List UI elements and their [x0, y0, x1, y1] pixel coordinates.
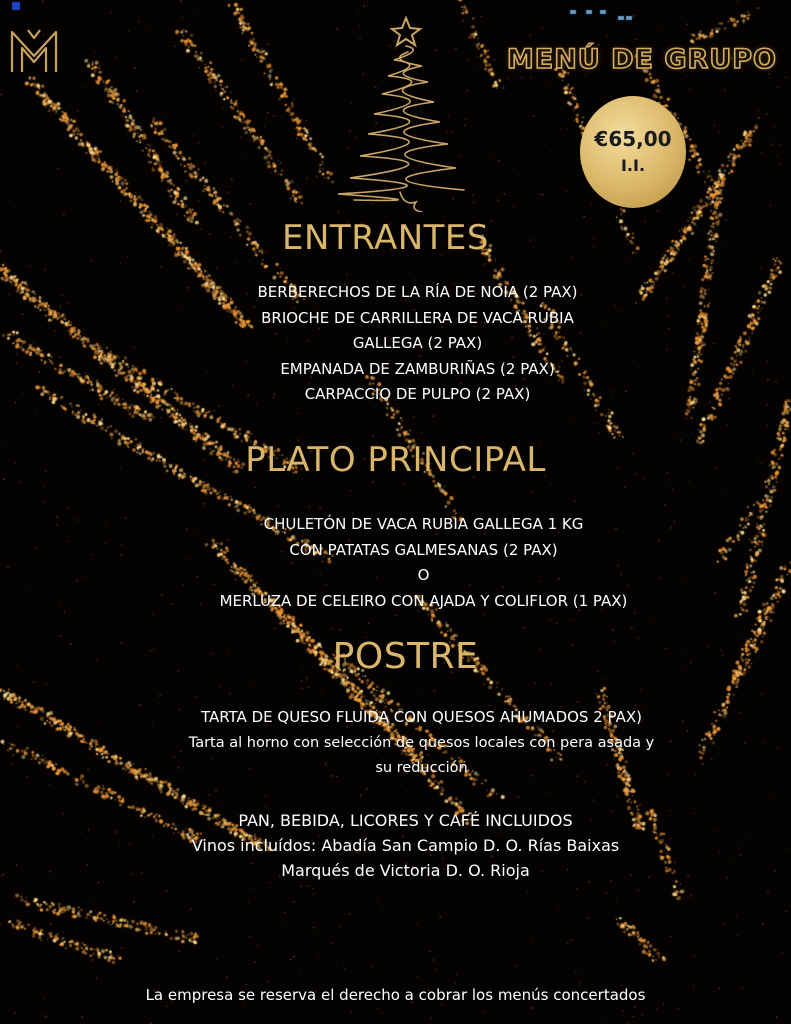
- list-item: PAN, BEBIDA, LICORES Y CAFÉ INCLUIDOS: [238, 811, 573, 830]
- included-list: [10, 808, 791, 883]
- price-tax-note: I.I.: [620, 156, 646, 175]
- list-item-description: su reducción: [375, 760, 468, 776]
- menu-title: MENÚ DE GRUPO: [506, 44, 777, 75]
- list-item: MERLUZA DE CELEIRO CON AJADA Y COLIFLOR (1 PAX): [219, 591, 628, 610]
- list-item: Vinos incluídos: Abadía San Campio D. O. Rías Baixas: [191, 836, 620, 855]
- m-monogram-logo-icon: [8, 26, 60, 76]
- entrantes-list: [22, 280, 791, 408]
- list-item: CARPACCIO DE PULPO (2 PAX): [304, 385, 531, 403]
- list-item: Marqués de Victoria D. O. Rioja: [281, 861, 530, 880]
- principal-list: [28, 512, 791, 614]
- price-amount: €65,00: [594, 127, 672, 151]
- section-title-postre: POSTRE: [332, 636, 479, 677]
- list-item: O: [417, 566, 430, 584]
- section-title-entrantes: ENTRANTES: [282, 218, 489, 258]
- christmas-tree-scribble-icon: [330, 16, 490, 212]
- list-item-description: Tarta al horno con selección de quesos locales con pera asada y: [188, 734, 655, 751]
- list-item: CHULETÓN DE VACA RUBIA GALLEGA 1 KG: [263, 515, 584, 533]
- list-item: EMPANADA DE ZAMBURIÑAS (2 PAX): [280, 359, 555, 378]
- list-item: GALLEGA (2 PAX): [352, 334, 483, 352]
- list-item: CON PATATAS GALMESANAS (2 PAX): [289, 540, 558, 559]
- list-item: BERBERECHOS DE LA RÍA DE NOIA (2 PAX): [257, 283, 578, 301]
- section-title-principal: PLATO PRINCIPAL: [245, 440, 546, 480]
- postre-list: [26, 705, 791, 782]
- price-badge: [580, 96, 686, 208]
- footer-note: La empresa se reserva el derecho a cobrar los menús concertados: [145, 986, 646, 1004]
- list-item: TARTA DE QUESO FLUIDA CON QUESOS AHUMADOS 2 PAX): [200, 708, 643, 726]
- list-item: BRIOCHE DE CARRILLERA DE VACA RUBIA: [261, 308, 574, 327]
